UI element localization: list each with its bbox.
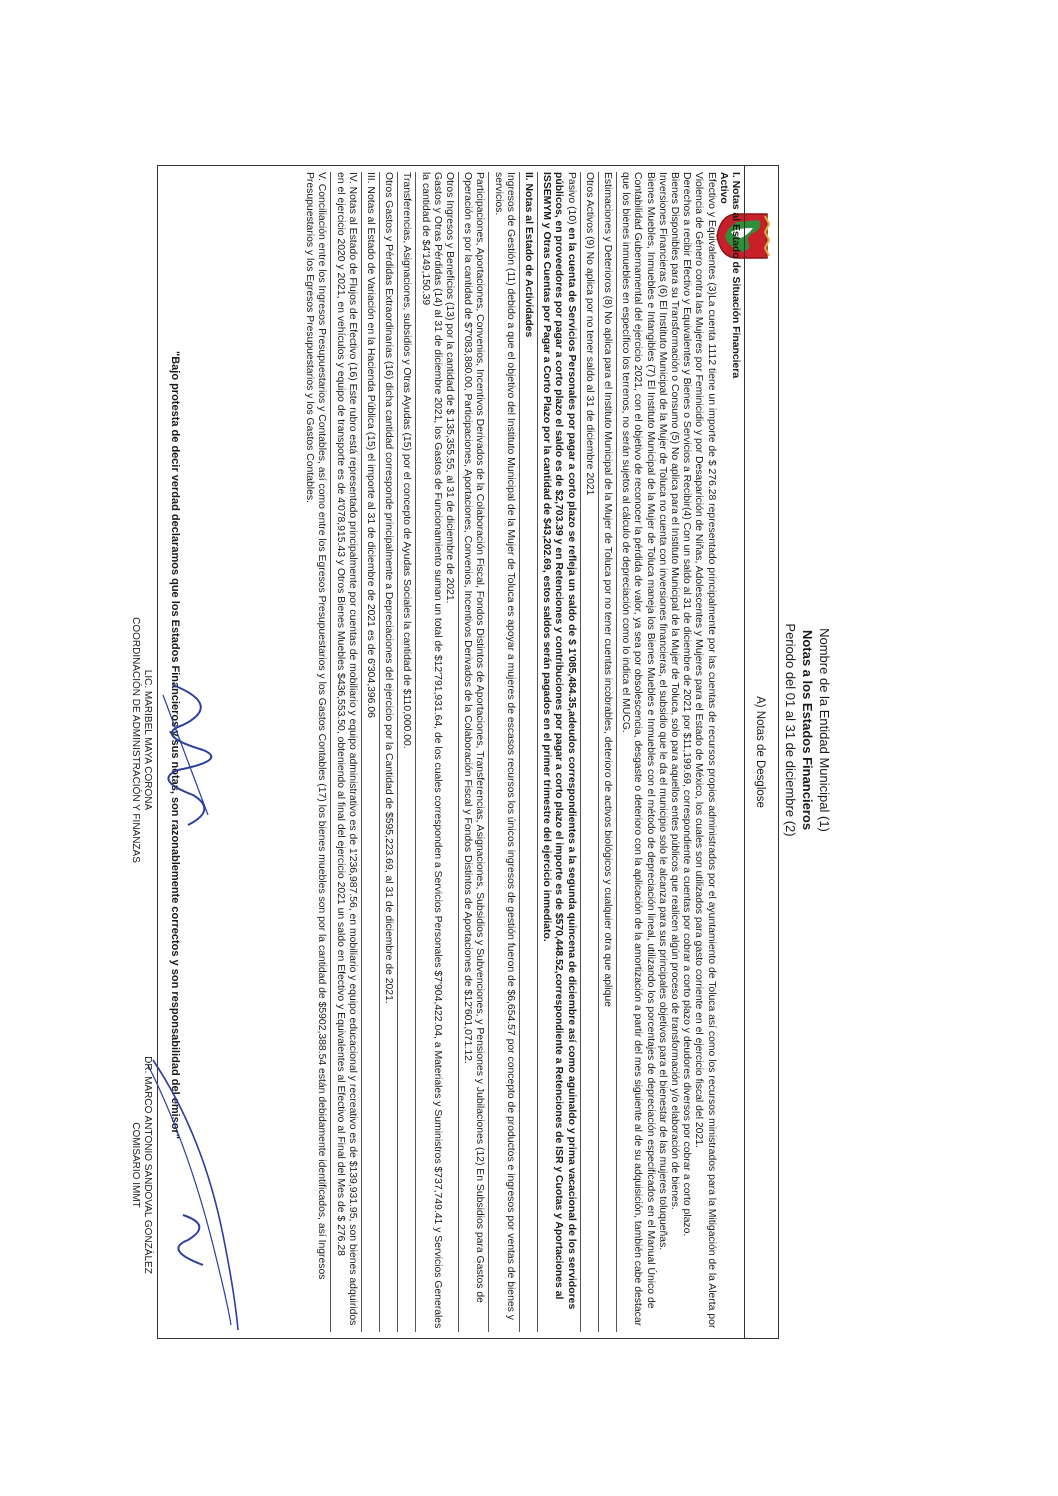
- divider: [616, 172, 617, 1332]
- signature-right-drawing: [143, 1055, 243, 1335]
- note-transferencias: Transferencias, Asignaciones, subsidios y Otras Ayudas (15) por el concepto de Ayudas Sociales la cantidad de $110,000.00.: [401, 172, 413, 749]
- note-otros-gastos: Otros Gastos y Pérdidas Extraordinarias (16) dicha cantidad corresponde principalmente a Depreciaciones del ejercicio por la Cantidad de $595,223.69, al 31 de diciembre de 2021.: [383, 172, 395, 1004]
- note-hacienda-publica: III. Notas al Estado de Variación en la Hacienda Pública (15) el importe al 31 de diciembre de 2021 es de 6'304,396.06: [364, 172, 376, 718]
- divider: [537, 172, 538, 1332]
- pasivo-text: en la cuenta de Servicios Personales por pagar a corto plazo se refleja un saldo de $ 1'085,484.35,adeudos correspondientes a la segunda quincena de diciembre así como aguinaldo y prima vacacional de los servidores públicos, en proveedores por pagar a corto plazo el saldo es de $2,703.39 y en Retenciones y contribuciones por pagar a corto plazo el importe es de $570,448.52,correspondiente a Retenciones de ISR y Cuotas y Aportaciones al ISSEMYM y Otras Cuentas por Pagar a Corto Plazo por la cantidad de $43,202.69, estos saldos serán pagados en el primer trimestre del ejercicio inmediato.: [541, 172, 577, 1310]
- document-period: Periodo del 01 al 31 de diciembre (2): [783, 623, 798, 837]
- notes-box: [157, 165, 779, 1339]
- divider: [488, 172, 489, 1332]
- document-title: Notas a los Estados Financieros: [800, 629, 815, 831]
- note-derechos: Derechos a recibir Efectivo y Equivalentes y Bienes o Servicios a Recibir(4) Con un saldo al 31 de diciembre de 2021 por $11,199.69, correspondiente a cuentas por cobrar a corto plazo y deudores diversos por cobrar a corto plazo.: [681, 172, 693, 1237]
- divider: [397, 172, 398, 1332]
- note-estimaciones: Estimaciones y Deterioros (8) No aplica para el Instituto Municipal de la Mujer de Toluca por no tener cuentas incobrables, deterioro de activos biológicos y cualquier otra que aplique: [601, 172, 613, 1007]
- divider: [330, 172, 331, 1332]
- note-pasivo: [540, 172, 577, 1332]
- note-efectivo: Efectivo y Equivalentes (3)La cuenta 1112 tiene un importe de $ 276.28 representado principalmente por las cuentas de recursos propios administrados por el ayuntamiento de Toluca así como los recursos ministrados para la Mitigación de la Alerta por Violencia de Género contra las Mujeres por Feminicidio y por Desaparición de Niñas, Adolescentes y Mujeres para el Estado de México, los cuales son utilizados para gasto corriente en el ejercicio fiscal del 2021.: [693, 172, 717, 1329]
- signature-right: [129, 1035, 153, 1295]
- note-bienes-transformacion: Bienes Disponibles para su Transformación o Consumo (5) No aplica para el Instituto Municipal de la Mujer de Toluca, solo para aquellos entes públicos que realicen algún proceso de transformación y/o elaboración de bienes.: [668, 172, 680, 1210]
- signature-left-drawing: [143, 675, 233, 835]
- divider: [458, 172, 459, 1332]
- divider: [415, 172, 416, 1332]
- note-conciliacion: V. Conciliación entre los Ingresos Presupuestarios y Contables, así como entre los Egresos Presupuestarios y los Gastos Contables (17) los bienes muebles son por la cantidad de $5902,388.54 están debidamente identificados, así Ingresos Presupuestarios y los Egresos Presupuestarios y los Gastos Contables.: [304, 172, 328, 1280]
- heading-activo: Activo: [717, 172, 729, 204]
- note-inversiones: Inversiones Financieras (6) El Instituto Municipal de la Mujer de Toluca no cuenta con inversiones financieras, el subsidio que le da el municipio solo le alcanza para sus principales objetivos para el bienestar de las mujeres toluqueñas.: [656, 172, 668, 1251]
- note-bienes-muebles: Bienes Muebles, Inmuebles e Intangibles (7) El Instituto Municipal de la Mujer de Toluca maneja los Bienes Muebles e Inmuebles con el método de depreciación lineal, utilizando los porcentajes de depreciación especificados en el Manual Único de Contabilidad Gubernamental del ejercicio 2021, con el objetivo de reconocer la pérdida de valor, ya sea por obsolescencia, desgaste o deterioro con la aplicación de la amortización a partir del mes siguiente al de su adquisición, también cabe destacar que los bienes inmuebles en específico los terrenos, no serán sujetos al cálculo de depreciación como lo indica el MUCG.: [620, 172, 656, 1327]
- note-otros-ingresos: Otros Ingresos y Beneficios (13) por la cantidad de $ 135,355.55, al 31 de diciembre de 2021.: [443, 172, 455, 604]
- divider: [580, 172, 581, 1332]
- note-otros-activos: Otros Activos (9) No aplica por no tener saldo al 31 de diciembre 2021: [583, 172, 595, 496]
- pasivo-label: Pasivo (10): [565, 172, 577, 228]
- document-header: [782, 500, 833, 960]
- notes-body: [303, 172, 741, 1332]
- divider: [744, 166, 745, 1338]
- declaration: "Bajo protesta de decir verdad declaramos que los Estados Financieros y sus notas, son razonablemente correctos y son responsabilidad del emisor": [169, 350, 181, 1139]
- entity-name: Nombre de la Entidad Municipal (1): [817, 628, 832, 832]
- signer-left-role: COORDINACIÓN DE ADMINISTRACIÓN Y FINANZAS: [130, 617, 141, 863]
- note-gastos: Gastos y Otras Pérdidas (14) al 31 de diciembre 2021, los Gastos de Funcionamiento suman un total de $12'791,931.64, de los cuales corresponden a Servicios Personales $7'904,422.04, a Materiales y Suministros $737,749.41 y Servicios Generales la cantidad de $4'149,150.39: [419, 172, 443, 1329]
- signer-right-role: COMISARIO IMMT: [130, 1122, 141, 1208]
- note-participaciones: Participaciones, Aportaciones, Convenios, Incentivos Derivados de la Colaboración Fiscal, Fondos Distintos de Aportaciones, Transferencias, Asignaciones, Subsidios y Subvenciones, y Pensiones y Jubilaciones (12) En Subsidios para Gastos de Operación es por la cantidad de $7'083,880.00, Participaciones, Aportaciones, Convenios, Incentivos Derivados de la Colaboración Fiscal y Fondos Distintos de Aportaciones de $12'601,071.12.: [462, 172, 486, 1303]
- note-flujos-efectivo: IV. Notas al Estado de Flujos de Efectivo (16) Este rubro está representado principalmente por cuentas de mobiliario y equipo administrativo es de 1'236,987.56, en mobiliario y equipo educacional y recreativo es de $139,931.95, son bienes adquiridos en el ejercicio 2020 y 2021, en vehículos y equipo de transporte es de 4'078,915.43 y Otros Bienes Muebles $436,553.50, obteniendo al final del ejercicio 2021 un saldo en Efectivo y Equivalentes al Efectivo al Final del Mes de $ 276.28: [334, 172, 358, 1326]
- rotated-page: [125, 155, 833, 1395]
- signer-left-name: LIC. MARIBEL MAYA CORONA: [142, 669, 153, 811]
- divider: [519, 172, 520, 1332]
- section-title: A) Notas de Desglose: [754, 696, 766, 808]
- divider: [361, 172, 362, 1332]
- heading-estado-actividades: II. Notas al Estado de Actividades: [522, 172, 534, 338]
- note-ingresos-gestion: Ingresos de Gestión (11) debido a que el objetivo del Instituto Municipal de la Mujer de Toluca es apoyar a mujeres de escasos recursos los únicos ingresos de gestión fueron de $6,654.57 por concepto de productos e ingresos por ventas de bienes y servicios.: [492, 172, 516, 1320]
- divider: [598, 172, 599, 1332]
- signer-right-name: DR. MARCO ANTONIO SANDOVAL GONZÁLEZ: [142, 1056, 153, 1274]
- heading-situacion-financiera: I. Notas al Estado de Situación Financiera: [730, 172, 741, 379]
- divider: [379, 172, 380, 1332]
- signature-left: [129, 610, 153, 870]
